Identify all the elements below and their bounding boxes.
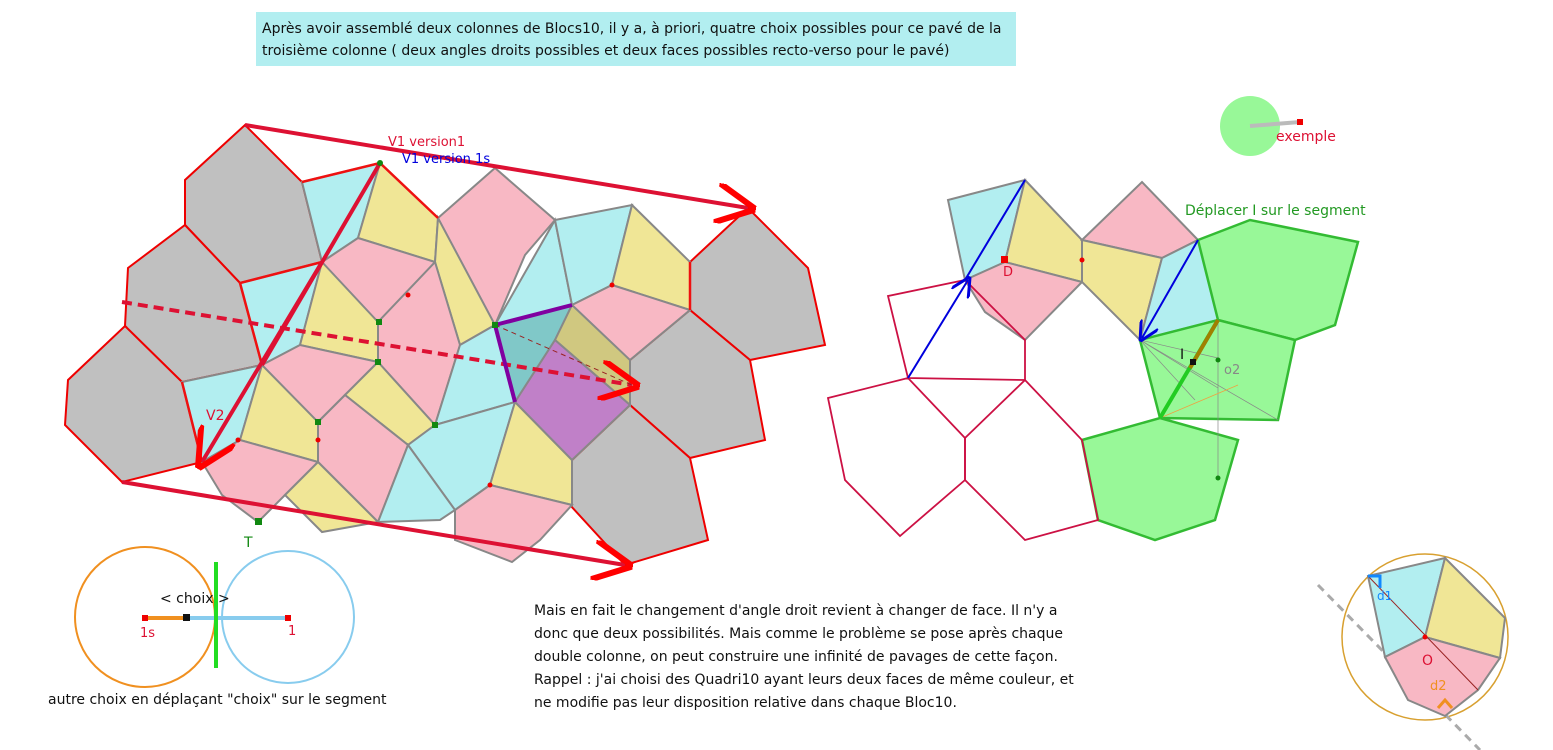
intro-text: Après avoir assemblé deux colonnes de Blocs10, il y a, à priori, quatre choix possibles pour ce pavé de la troisième colonne ( deux angles droits possibles et deux faces possibles recto-verso pour le pavé)	[262, 21, 1002, 59]
d1-label: d1	[1377, 589, 1393, 603]
note-text: Mais en fait le changement d'angle droit revient à changer de face. Il n'y a donc que deux possibilités. Mais comme le problème se pose après chaque double colonne, on peut construire une infinité de pavages de cette façon. Rappel : j'ai choisi des Quadri10 ayant leurs deux faces de même couleur, et ne modifie pas leur disposition relative dans chaque Bloc10.	[534, 603, 1074, 711]
choix-caption: autre choix en déplaçant "choix" sur le segment	[48, 692, 387, 708]
v1-version1s-label: V1 version 1s	[402, 152, 491, 167]
exemple-widget[interactable]	[1220, 96, 1303, 156]
explanation-note	[534, 600, 1094, 715]
t-label: T	[244, 535, 253, 551]
v2-label: V2	[206, 408, 225, 424]
i-label: I	[1180, 347, 1185, 363]
one-s-label: 1s	[140, 626, 156, 641]
choix-handle[interactable]	[183, 614, 190, 621]
exemple-label: exemple	[1276, 129, 1336, 145]
d2-label: d2	[1430, 679, 1447, 694]
orientation-widget[interactable]	[1318, 554, 1508, 750]
green-pentagon	[1082, 418, 1238, 540]
move-instruction: Déplacer I sur le segment	[1185, 203, 1366, 219]
o-label: O	[1422, 653, 1434, 669]
choix-widget[interactable]	[75, 547, 354, 687]
one-label: 1	[288, 624, 297, 639]
left-tiling	[65, 125, 825, 565]
choix-label: < choix >	[160, 591, 230, 607]
right-tiling	[828, 180, 1358, 540]
green-pentagon	[1140, 320, 1295, 420]
v1-version1-label: V1 version1	[388, 135, 466, 150]
d-label: D	[1003, 265, 1014, 280]
o2-label: o2	[1224, 363, 1241, 378]
